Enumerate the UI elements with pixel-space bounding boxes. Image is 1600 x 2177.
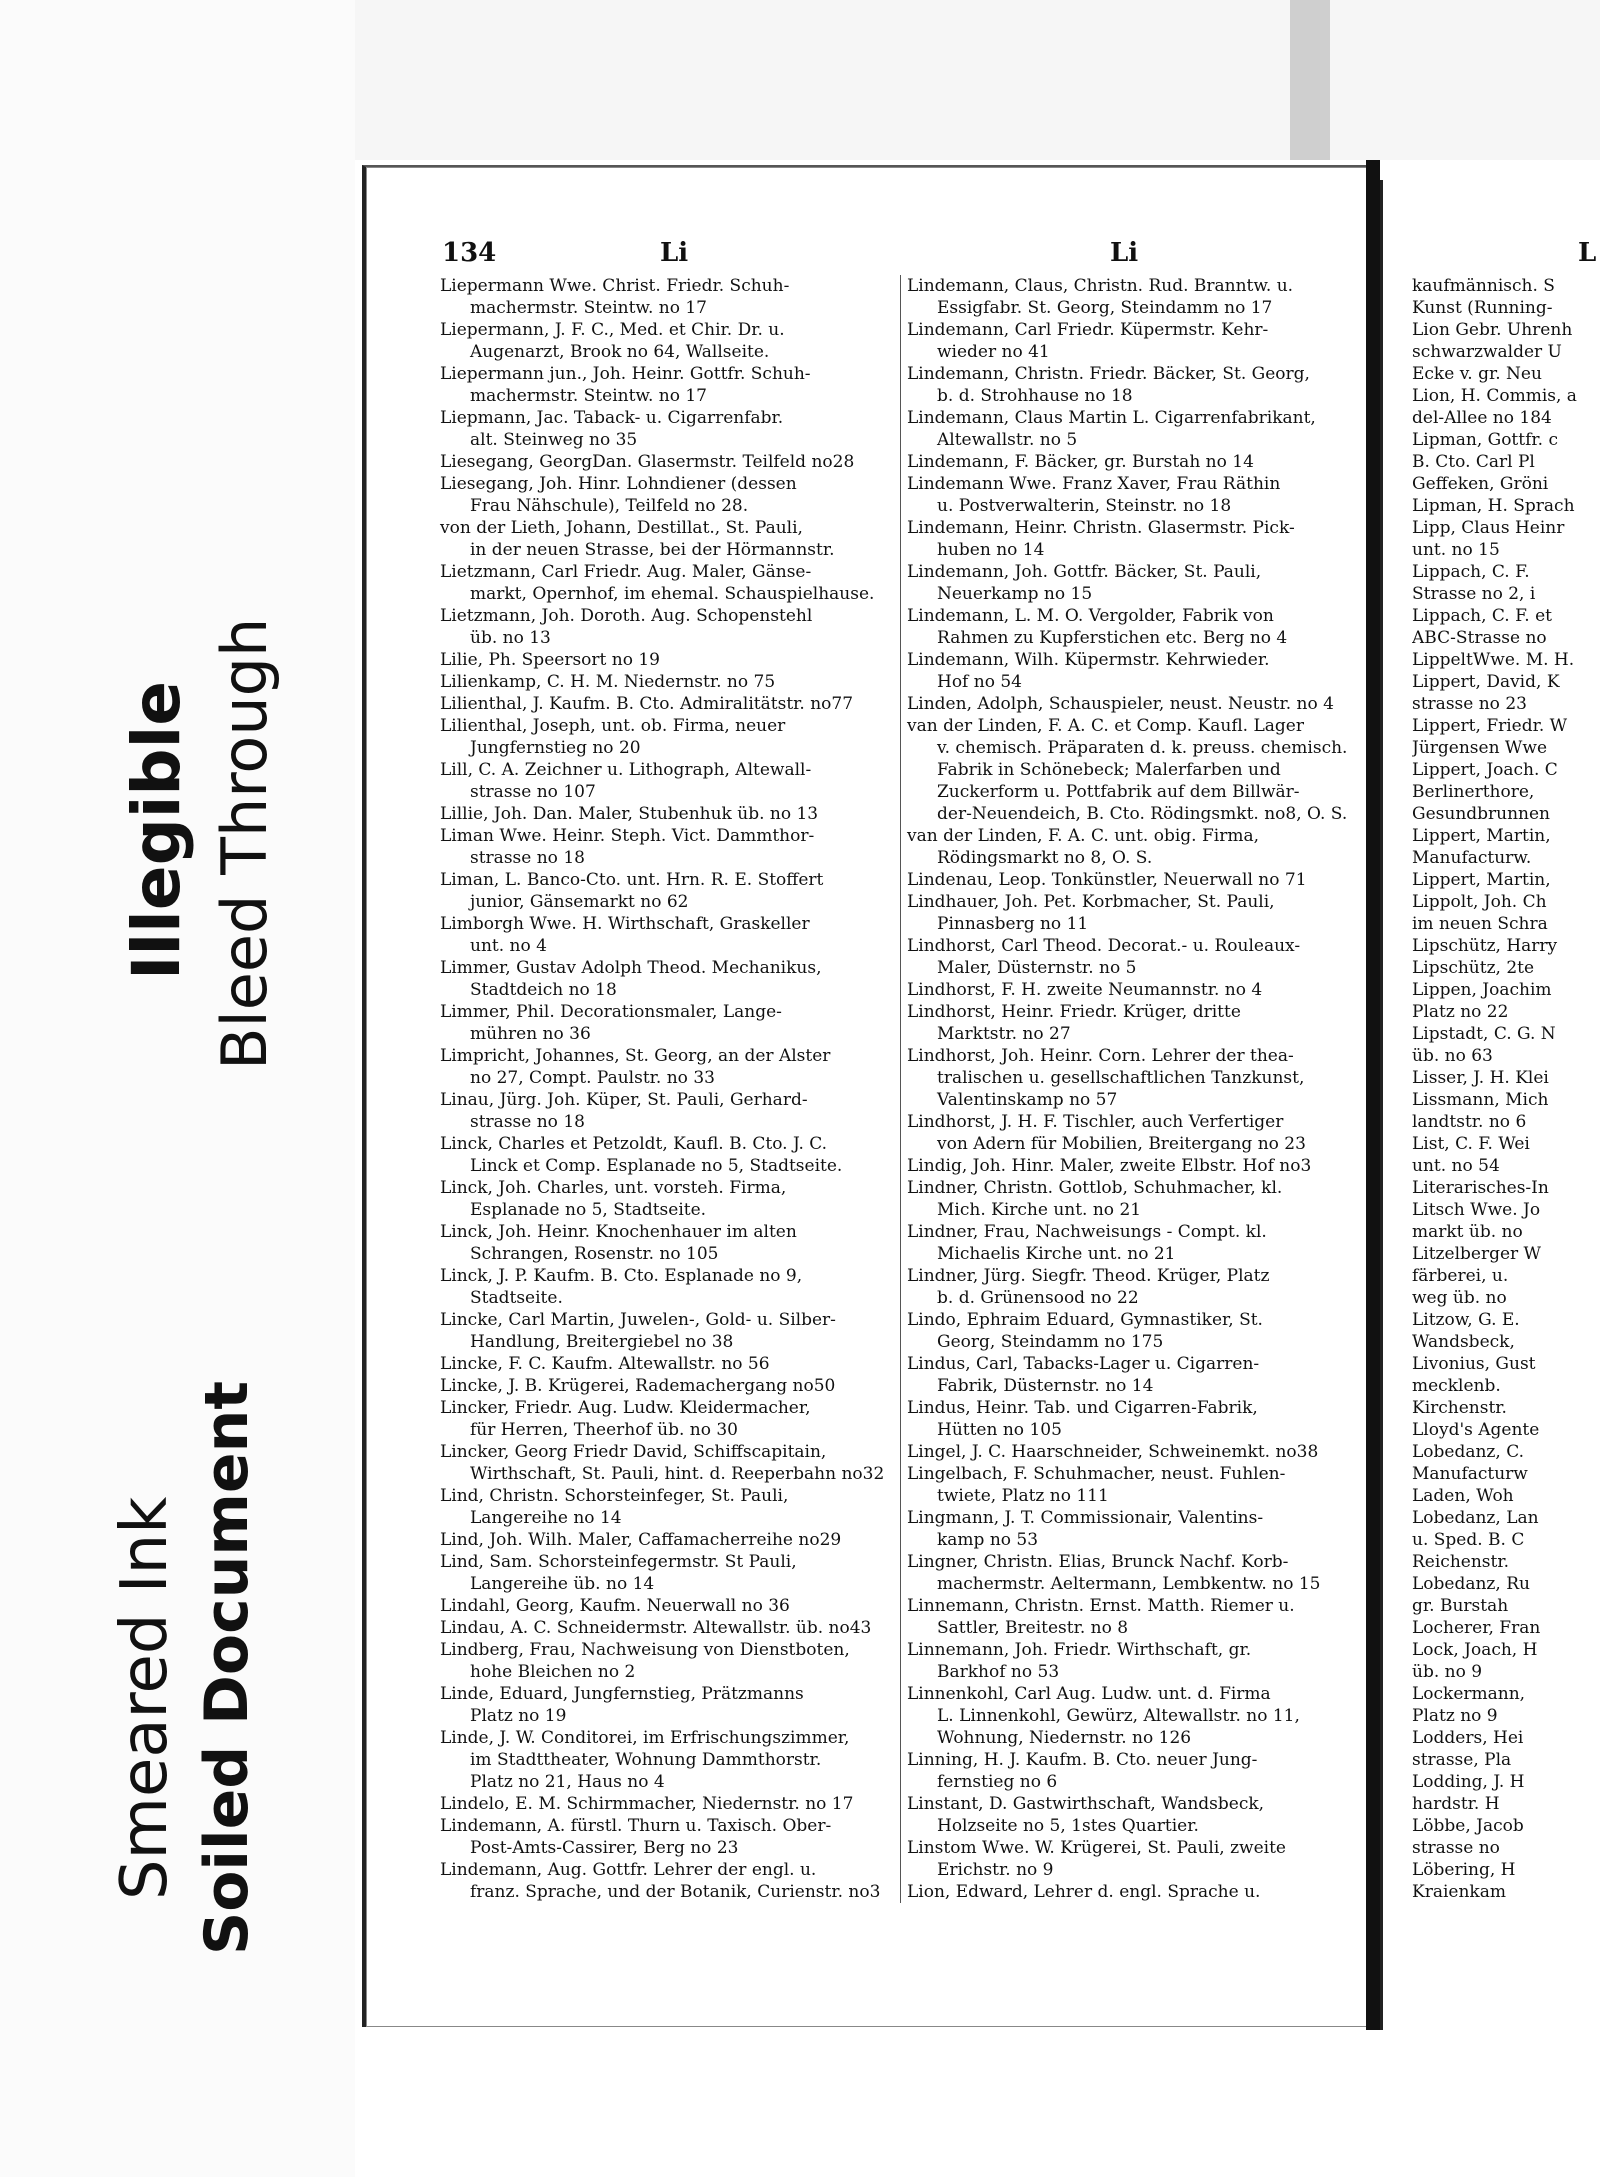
directory-line: Langereihe no 14 bbox=[470, 1508, 622, 1528]
directory-line: Lobedanz, C. bbox=[1412, 1442, 1525, 1462]
directory-line: üb. no 13 bbox=[470, 628, 551, 648]
directory-line: Gesundbrunnen bbox=[1412, 804, 1551, 824]
directory-line: Lincke, F. C. Kaufm. Altewallstr. no 56 bbox=[440, 1354, 770, 1374]
directory-line: Lietzmann, Joh. Doroth. Aug. Schopenstehl bbox=[440, 606, 813, 626]
directory-line: Manufacturw bbox=[1412, 1464, 1528, 1484]
directory-line: Lippach, C. F. et bbox=[1412, 606, 1552, 626]
directory-line: Lippolt, Joh. Ch bbox=[1412, 892, 1547, 912]
directory-line: Laden, Woh bbox=[1412, 1486, 1514, 1506]
directory-line: Zuckerform u. Pottfabrik auf dem Billwär- bbox=[937, 782, 1300, 802]
directory-line: Linck, Charles et Petzoldt, Kaufl. B. Cto. J. C. bbox=[440, 1134, 828, 1154]
directory-line: mühren no 36 bbox=[470, 1024, 591, 1044]
directory-line: Lipman, Gottfr. c bbox=[1412, 430, 1558, 450]
directory-line: Michaelis Kirche unt. no 21 bbox=[937, 1244, 1176, 1264]
directory-line: Litzelberger W bbox=[1412, 1244, 1542, 1264]
directory-line: Linden, Adolph, Schauspieler, neust. Neustr. no 4 bbox=[907, 694, 1334, 714]
directory-line: Lindig, Joh. Hinr. Maler, zweite Elbstr. Hof no3 bbox=[907, 1156, 1312, 1176]
directory-line: Linau, Jürg. Joh. Küper, St. Pauli, Gerhard- bbox=[440, 1090, 808, 1110]
directory-line: Lippen, Joachim bbox=[1412, 980, 1552, 1000]
directory-line: Kraienkam bbox=[1412, 1882, 1506, 1902]
directory-line: Schrangen, Rosenstr. no 105 bbox=[470, 1244, 719, 1264]
directory-line: Lisser, J. H. Klei bbox=[1412, 1068, 1549, 1088]
directory-line: Linde, Eduard, Jungfernstieg, Prätzmanns bbox=[440, 1684, 804, 1704]
directory-line: Linnemann, Joh. Friedr. Wirthschaft, gr. bbox=[907, 1640, 1252, 1660]
directory-line: üb. no 63 bbox=[1412, 1046, 1493, 1066]
directory-column-1 bbox=[440, 275, 910, 1903]
directory-line: Wohnung, Niedernstr. no 126 bbox=[937, 1728, 1192, 1748]
directory-line: Esplanade no 5, Stadtseite. bbox=[470, 1200, 707, 1220]
directory-line: Sattler, Breitestr. no 8 bbox=[937, 1618, 1129, 1638]
directory-line: Lindemann, Joh. Gottfr. Bäcker, St. Pauli, bbox=[907, 562, 1262, 582]
directory-line: Lion, Edward, Lehrer d. engl. Sprache u. bbox=[907, 1882, 1261, 1902]
directory-line: Locherer, Fran bbox=[1412, 1618, 1541, 1638]
directory-line: Linck, J. P. Kaufm. B. Cto. Esplanade no 9, bbox=[440, 1266, 803, 1286]
directory-line: Lietzmann, Carl Friedr. Aug. Maler, Gänse- bbox=[440, 562, 812, 582]
directory-line: Lloyd's Agente bbox=[1412, 1420, 1540, 1440]
directory-line: Lind, Sam. Schorsteinfegermstr. St Pauli, bbox=[440, 1552, 797, 1572]
directory-line: Jürgensen Wwe bbox=[1412, 738, 1548, 758]
directory-line: Jungfernstieg no 20 bbox=[470, 738, 641, 758]
directory-line: Lock, Joach, H bbox=[1412, 1640, 1538, 1660]
directory-line: Lipschütz, Harry bbox=[1412, 936, 1558, 956]
directory-line: Lindhorst, Heinr. Friedr. Krüger, dritte bbox=[907, 1002, 1241, 1022]
directory-line: Liesegang, GeorgDan. Glasermstr. Teilfeld no28 bbox=[440, 452, 855, 472]
directory-line: u. Postverwalterin, Steinstr. no 18 bbox=[937, 496, 1232, 516]
running-head-middle: Li bbox=[1110, 238, 1139, 268]
directory-line: tralischen u. gesellschaftlichen Tanzkunst, bbox=[937, 1068, 1305, 1088]
directory-line: Liepmann, Jac. Taback- u. Cigarrenfabr. bbox=[440, 408, 784, 428]
directory-line: Lincke, Carl Martin, Juwelen-, Gold- u. Silber- bbox=[440, 1310, 836, 1330]
label-smeared-ink: Smeared Ink bbox=[108, 1496, 182, 1900]
directory-line: Lindhorst, Carl Theod. Decorat.- u. Rouleaux- bbox=[907, 936, 1301, 956]
directory-line: Lippach, C. F. bbox=[1412, 562, 1530, 582]
directory-line: Lilienthal, Joseph, unt. ob. Firma, neuer bbox=[440, 716, 786, 736]
directory-line: Limmer, Gustav Adolph Theod. Mechanikus, bbox=[440, 958, 822, 978]
directory-line: Lindo, Ephraim Eduard, Gymnastiker, St. bbox=[907, 1310, 1263, 1330]
directory-line: Augenarzt, Brook no 64, Wallseite. bbox=[470, 342, 770, 362]
directory-line: junior, Gänsemarkt no 62 bbox=[470, 892, 689, 912]
directory-line: Lobedanz, Ru bbox=[1412, 1574, 1530, 1594]
directory-line: Lippert, Friedr. W bbox=[1412, 716, 1568, 736]
directory-line: LippeltWwe. M. H. bbox=[1412, 650, 1575, 670]
directory-line: Manufacturw. bbox=[1412, 848, 1532, 868]
directory-line: Limborgh Wwe. H. Wirthschaft, Graskeller bbox=[440, 914, 810, 934]
directory-line: Linck, Joh. Heinr. Knochenhauer im alten bbox=[440, 1222, 797, 1242]
directory-line: Lilie, Ph. Speersort no 19 bbox=[440, 650, 660, 670]
directory-line: hardstr. H bbox=[1412, 1794, 1500, 1814]
running-head-right: L bbox=[1578, 238, 1597, 268]
directory-line: Lipp, Claus Heinr bbox=[1412, 518, 1565, 538]
directory-line: no 27, Compt. Paulstr. no 33 bbox=[470, 1068, 715, 1088]
directory-line: Lingmann, J. T. Commissionair, Valentins- bbox=[907, 1508, 1264, 1528]
directory-line: Lindus, Heinr. Tab. und Cigarren-Fabrik, bbox=[907, 1398, 1258, 1418]
directory-line: Kunst (Running- bbox=[1412, 298, 1553, 318]
directory-line: Wirthschaft, St. Pauli, hint. d. Reeperbahn no32 bbox=[470, 1464, 885, 1484]
directory-line: Liepermann Wwe. Christ. Friedr. Schuh- bbox=[440, 276, 790, 296]
directory-line: Lodding, J. H bbox=[1412, 1772, 1525, 1792]
directory-line: Langereihe üb. no 14 bbox=[470, 1574, 655, 1594]
directory-line: unt. no 54 bbox=[1412, 1156, 1500, 1176]
directory-line: Lodders, Hei bbox=[1412, 1728, 1524, 1748]
directory-line: Platz no 9 bbox=[1412, 1706, 1498, 1726]
directory-line: Lingelbach, F. Schuhmacher, neust. Fuhlen- bbox=[907, 1464, 1286, 1484]
directory-line: Lilienkamp, C. H. M. Niedernstr. no 75 bbox=[440, 672, 776, 692]
directory-line: Handlung, Breitergiebel no 38 bbox=[470, 1332, 734, 1352]
directory-line: Stadtdeich no 18 bbox=[470, 980, 617, 1000]
directory-line: strasse no bbox=[1412, 1838, 1500, 1858]
directory-line: färberei, u. bbox=[1412, 1266, 1509, 1286]
directory-line: Lippert, Martin, bbox=[1412, 870, 1551, 890]
directory-line: Lindahl, Georg, Kaufm. Neuerwall no 36 bbox=[440, 1596, 790, 1616]
directory-line: Altewallstr. no 5 bbox=[937, 430, 1078, 450]
directory-line: Lindberg, Frau, Nachweisung von Dienstboten, bbox=[440, 1640, 850, 1660]
directory-line: Literarisches-In bbox=[1412, 1178, 1549, 1198]
directory-line: Lindemann, Aug. Gottfr. Lehrer der engl. u. bbox=[440, 1860, 817, 1880]
directory-line: von Adern für Mobilien, Breitergang no 23 bbox=[937, 1134, 1306, 1154]
directory-line: Essigfabr. St. Georg, Steindamm no 17 bbox=[937, 298, 1273, 318]
directory-line: von der Lieth, Johann, Destillat., St. Pauli, bbox=[440, 518, 803, 538]
directory-line: Lill, C. A. Zeichner u. Lithograph, Altewall- bbox=[440, 760, 812, 780]
directory-line: L. Linnenkohl, Gewürz, Altewallstr. no 11, bbox=[937, 1706, 1300, 1726]
directory-line: ABC-Strasse no bbox=[1412, 628, 1547, 648]
directory-line: Linning, H. J. Kaufm. B. Cto. neuer Jung- bbox=[907, 1750, 1258, 1770]
directory-line: schwarzwalder U bbox=[1412, 342, 1562, 362]
directory-line: Lissmann, Mich bbox=[1412, 1090, 1549, 1110]
label-bleed-through: Bleed Through bbox=[208, 617, 281, 1070]
directory-line: u. Sped. B. C bbox=[1412, 1530, 1525, 1550]
page-number: 134 bbox=[442, 238, 497, 268]
directory-line: Kirchenstr. bbox=[1412, 1398, 1507, 1418]
directory-line: Post-Amts-Cassirer, Berg no 23 bbox=[470, 1838, 739, 1858]
directory-line: strasse no 23 bbox=[1412, 694, 1527, 714]
directory-line: Lindemann, Christn. Friedr. Bäcker, St. Georg, bbox=[907, 364, 1310, 384]
directory-line: Strasse no 2, i bbox=[1412, 584, 1536, 604]
directory-line: im Stadttheater, Wohnung Dammthorstr. bbox=[470, 1750, 822, 1770]
directory-line: Georg, Steindamm no 175 bbox=[937, 1332, 1164, 1352]
directory-line: Marktstr. no 27 bbox=[937, 1024, 1071, 1044]
directory-line: strasse no 18 bbox=[470, 1112, 585, 1132]
directory-line: Ecke v. gr. Neu bbox=[1412, 364, 1542, 384]
label-soiled-document: Soiled Document bbox=[192, 1380, 262, 1955]
directory-line: Rahmen zu Kupferstichen etc. Berg no 4 bbox=[937, 628, 1288, 648]
directory-line: Liman Wwe. Heinr. Steph. Vict. Dammthor- bbox=[440, 826, 815, 846]
directory-line: Lindemann, A. fürstl. Thurn u. Taxisch. Ober- bbox=[440, 1816, 832, 1836]
directory-line: Erichstr. no 9 bbox=[937, 1860, 1054, 1880]
directory-line: Geffeken, Gröni bbox=[1412, 474, 1549, 494]
directory-line: Linnenkohl, Carl Aug. Ludw. unt. d. Firma bbox=[907, 1684, 1271, 1704]
directory-line: fernstieg no 6 bbox=[937, 1772, 1058, 1792]
directory-column-3 bbox=[1412, 275, 1600, 1903]
directory-line: Lindenau, Leop. Tonkünstler, Neuerwall no 71 bbox=[907, 870, 1307, 890]
directory-line: Fabrik, Düsternstr. no 14 bbox=[937, 1376, 1154, 1396]
directory-line: Lincke, J. B. Krügerei, Rademachergang no50 bbox=[440, 1376, 836, 1396]
directory-line: Lindemann, Claus Martin L. Cigarrenfabrikant, bbox=[907, 408, 1316, 428]
directory-line: Berlinerthore, bbox=[1412, 782, 1535, 802]
directory-line: Lindhorst, J. H. F. Tischler, auch Verfertiger bbox=[907, 1112, 1284, 1132]
directory-line: Neuerkamp no 15 bbox=[937, 584, 1093, 604]
directory-line: franz. Sprache, und der Botanik, Curienstr. no3 bbox=[470, 1882, 881, 1902]
directory-line: machermstr. Steintw. no 17 bbox=[470, 298, 707, 318]
directory-line: Liepermann, J. F. C., Med. et Chir. Dr. u. bbox=[440, 320, 785, 340]
directory-line: Frau Nähschule), Teilfeld no 28. bbox=[470, 496, 749, 516]
directory-line: Lind, Christn. Schorsteinfeger, St. Pauli, bbox=[440, 1486, 789, 1506]
directory-line: Pinnasberg no 11 bbox=[937, 914, 1089, 934]
directory-line: Platz no 22 bbox=[1412, 1002, 1509, 1022]
directory-line: Lingel, J. C. Haarschneider, Schweinemkt. no38 bbox=[907, 1442, 1319, 1462]
directory-line: Litzow, G. E. bbox=[1412, 1310, 1520, 1330]
directory-line: Lindemann, F. Bäcker, gr. Burstah no 14 bbox=[907, 452, 1254, 472]
directory-line: Lincker, Georg Friedr David, Schiffscapitain, bbox=[440, 1442, 827, 1462]
directory-line: Lindau, A. C. Schneidermstr. Altewallstr. üb. no43 bbox=[440, 1618, 872, 1638]
directory-line: unt. no 15 bbox=[1412, 540, 1500, 560]
directory-line: wieder no 41 bbox=[937, 342, 1050, 362]
directory-line: markt üb. no bbox=[1412, 1222, 1523, 1242]
directory-line: Löbbe, Jacob bbox=[1412, 1816, 1524, 1836]
directory-line: üb. no 9 bbox=[1412, 1662, 1483, 1682]
directory-line: Valentinskamp no 57 bbox=[937, 1090, 1118, 1110]
directory-line: Platz no 19 bbox=[470, 1706, 567, 1726]
directory-line: Maler, Düsternstr. no 5 bbox=[937, 958, 1137, 978]
directory-line: machermstr. Aeltermann, Lembkentw. no 15 bbox=[937, 1574, 1321, 1594]
directory-line: markt, Opernhof, im ehemal. Schauspielhause. bbox=[470, 584, 875, 604]
directory-line: b. d. Grünensood no 22 bbox=[937, 1288, 1139, 1308]
directory-line: Lindhorst, F. H. zweite Neumannstr. no 4 bbox=[907, 980, 1263, 1000]
directory-line: im neuen Schra bbox=[1412, 914, 1548, 934]
directory-line: gr. Burstah bbox=[1412, 1596, 1509, 1616]
directory-line: Lindner, Frau, Nachweisungs - Compt. kl. bbox=[907, 1222, 1267, 1242]
directory-line: Mich. Kirche unt. no 21 bbox=[937, 1200, 1142, 1220]
directory-line: Lindner, Christn. Gottlob, Schuhmacher, kl. bbox=[907, 1178, 1283, 1198]
directory-line: Lindhorst, Joh. Heinr. Corn. Lehrer der thea- bbox=[907, 1046, 1294, 1066]
label-illegible: Illegible bbox=[118, 680, 195, 980]
directory-line: Lindemann, Claus, Christn. Rud. Branntw. u. bbox=[907, 276, 1294, 296]
directory-line: Hof no 54 bbox=[937, 672, 1022, 692]
directory-line: Lindemann Wwe. Franz Xaver, Frau Räthin bbox=[907, 474, 1281, 494]
directory-line: Rödingsmarkt no 8, O. S. bbox=[937, 848, 1153, 868]
directory-line: Linnemann, Christn. Ernst. Matth. Riemer u. bbox=[907, 1596, 1295, 1616]
directory-line: Lingner, Christn. Elias, Brunck Nachf. Korb- bbox=[907, 1552, 1289, 1572]
directory-line: Lockermann, bbox=[1412, 1684, 1526, 1704]
directory-line: kaufmännisch. S bbox=[1412, 276, 1555, 296]
directory-line: Lobedanz, Lan bbox=[1412, 1508, 1539, 1528]
directory-line: Lindemann, Heinr. Christn. Glasermstr. Pick- bbox=[907, 518, 1295, 538]
directory-line: Limmer, Phil. Decorationsmaler, Lange- bbox=[440, 1002, 782, 1022]
directory-line: Reichenstr. bbox=[1412, 1552, 1509, 1572]
scan-shadow-strip bbox=[1290, 0, 1330, 160]
directory-line: Liesegang, Joh. Hinr. Lohndiener (dessen bbox=[440, 474, 797, 494]
directory-line: strasse no 18 bbox=[470, 848, 585, 868]
directory-line: huben no 14 bbox=[937, 540, 1045, 560]
directory-line: mecklenb. bbox=[1412, 1376, 1501, 1396]
directory-line: alt. Steinweg no 35 bbox=[470, 430, 638, 450]
directory-line: van der Linden, F. A. C. et Comp. Kaufl. Lager bbox=[907, 716, 1304, 736]
directory-column-2 bbox=[900, 275, 1372, 1903]
directory-line: Lippert, Martin, bbox=[1412, 826, 1551, 846]
directory-line: Platz no 21, Haus no 4 bbox=[470, 1772, 665, 1792]
directory-line: b. d. Strohhause no 18 bbox=[937, 386, 1133, 406]
directory-line: kamp no 53 bbox=[937, 1530, 1039, 1550]
directory-line: strasse no 107 bbox=[470, 782, 596, 802]
directory-line: Lipstadt, C. G. N bbox=[1412, 1024, 1556, 1044]
directory-line: Stadtseite. bbox=[470, 1288, 563, 1308]
directory-line: Lippert, Joach. C bbox=[1412, 760, 1558, 780]
directory-line: machermstr. Steintw. no 17 bbox=[470, 386, 707, 406]
directory-line: van der Linden, F. A. C. unt. obig. Firma, bbox=[907, 826, 1259, 846]
directory-line: Limpricht, Johannes, St. Georg, an der Alster bbox=[440, 1046, 831, 1066]
directory-line: Wandsbeck, bbox=[1412, 1332, 1515, 1352]
directory-line: landtstr. no 6 bbox=[1412, 1112, 1527, 1132]
directory-line: Lindner, Jürg. Siegfr. Theod. Krüger, Platz bbox=[907, 1266, 1270, 1286]
directory-line: Holzseite no 5, 1stes Quartier. bbox=[937, 1816, 1199, 1836]
directory-line: Lipman, H. Sprach bbox=[1412, 496, 1575, 516]
directory-line: in der neuen Strasse, bei der Hörmannstr. bbox=[470, 540, 835, 560]
directory-line: Lindemann, Wilh. Küpermstr. Kehrwieder. bbox=[907, 650, 1270, 670]
directory-line: Lindemann, L. M. O. Vergolder, Fabrik von bbox=[907, 606, 1274, 626]
directory-line: der-Neuendeich, B. Cto. Rödingsmkt. no8, O. S. bbox=[937, 804, 1348, 824]
directory-line: Linstom Wwe. W. Krügerei, St. Pauli, zweite bbox=[907, 1838, 1286, 1858]
directory-line: Linde, J. W. Conditorei, im Erfrischungszimmer, bbox=[440, 1728, 850, 1748]
directory-line: Linck, Joh. Charles, unt. vorsteh. Firma, bbox=[440, 1178, 787, 1198]
directory-line: Lindhauer, Joh. Pet. Korbmacher, St. Pauli, bbox=[907, 892, 1275, 912]
directory-line: Lipschütz, 2te bbox=[1412, 958, 1535, 978]
directory-line: Barkhof no 53 bbox=[937, 1662, 1060, 1682]
directory-line: weg üb. no bbox=[1412, 1288, 1507, 1308]
directory-line: Lion Gebr. Uhrenh bbox=[1412, 320, 1573, 340]
directory-line: Lion, H. Commis, a bbox=[1412, 386, 1577, 406]
directory-line: Lind, Joh. Wilh. Maler, Caffamacherreihe no29 bbox=[440, 1530, 842, 1550]
directory-line: twiete, Platz no 111 bbox=[937, 1486, 1109, 1506]
directory-line: Lilienthal, J. Kaufm. B. Cto. Admiralitätstr. no77 bbox=[440, 694, 854, 714]
directory-line: v. chemisch. Präparaten d. k. preuss. chemisch. bbox=[937, 738, 1348, 758]
directory-line: Liepermann jun., Joh. Heinr. Gottfr. Schuh- bbox=[440, 364, 811, 384]
directory-line: Lincker, Friedr. Aug. Ludw. Kleidermacher, bbox=[440, 1398, 811, 1418]
directory-line: für Herren, Theerhof üb. no 30 bbox=[470, 1420, 738, 1440]
directory-line: Liman, L. Banco-Cto. unt. Hrn. R. E. Stoffert bbox=[440, 870, 824, 890]
directory-line: Lippert, David, K bbox=[1412, 672, 1560, 692]
directory-line: List, C. F. Wei bbox=[1412, 1134, 1530, 1154]
directory-line: Livonius, Gust bbox=[1412, 1354, 1536, 1374]
directory-line: unt. no 4 bbox=[470, 936, 547, 956]
directory-line: Linck et Comp. Esplanade no 5, Stadtseite. bbox=[470, 1156, 843, 1176]
directory-line: Lillie, Joh. Dan. Maler, Stubenhuk üb. no 13 bbox=[440, 804, 819, 824]
directory-line: Hütten no 105 bbox=[937, 1420, 1062, 1440]
directory-line: Fabrik in Schönebeck; Malerfarben und bbox=[937, 760, 1281, 780]
directory-line: Lindelo, E. M. Schirmmacher, Niedernstr. no 17 bbox=[440, 1794, 854, 1814]
directory-line: B. Cto. Carl Pl bbox=[1412, 452, 1535, 472]
directory-line: Linstant, D. Gastwirthschaft, Wandsbeck, bbox=[907, 1794, 1265, 1814]
running-head-left: Li bbox=[660, 238, 689, 268]
directory-line: Lindemann, Carl Friedr. Küpermstr. Kehr- bbox=[907, 320, 1269, 340]
directory-line: Lindus, Carl, Tabacks-Lager u. Cigarren- bbox=[907, 1354, 1260, 1374]
directory-line: hohe Bleichen no 2 bbox=[470, 1662, 636, 1682]
directory-line: Löbering, H bbox=[1412, 1860, 1516, 1880]
directory-line: Litsch Wwe. Jo bbox=[1412, 1200, 1541, 1220]
directory-line: strasse, Pla bbox=[1412, 1750, 1512, 1770]
directory-line: del-Allee no 184 bbox=[1412, 408, 1552, 428]
